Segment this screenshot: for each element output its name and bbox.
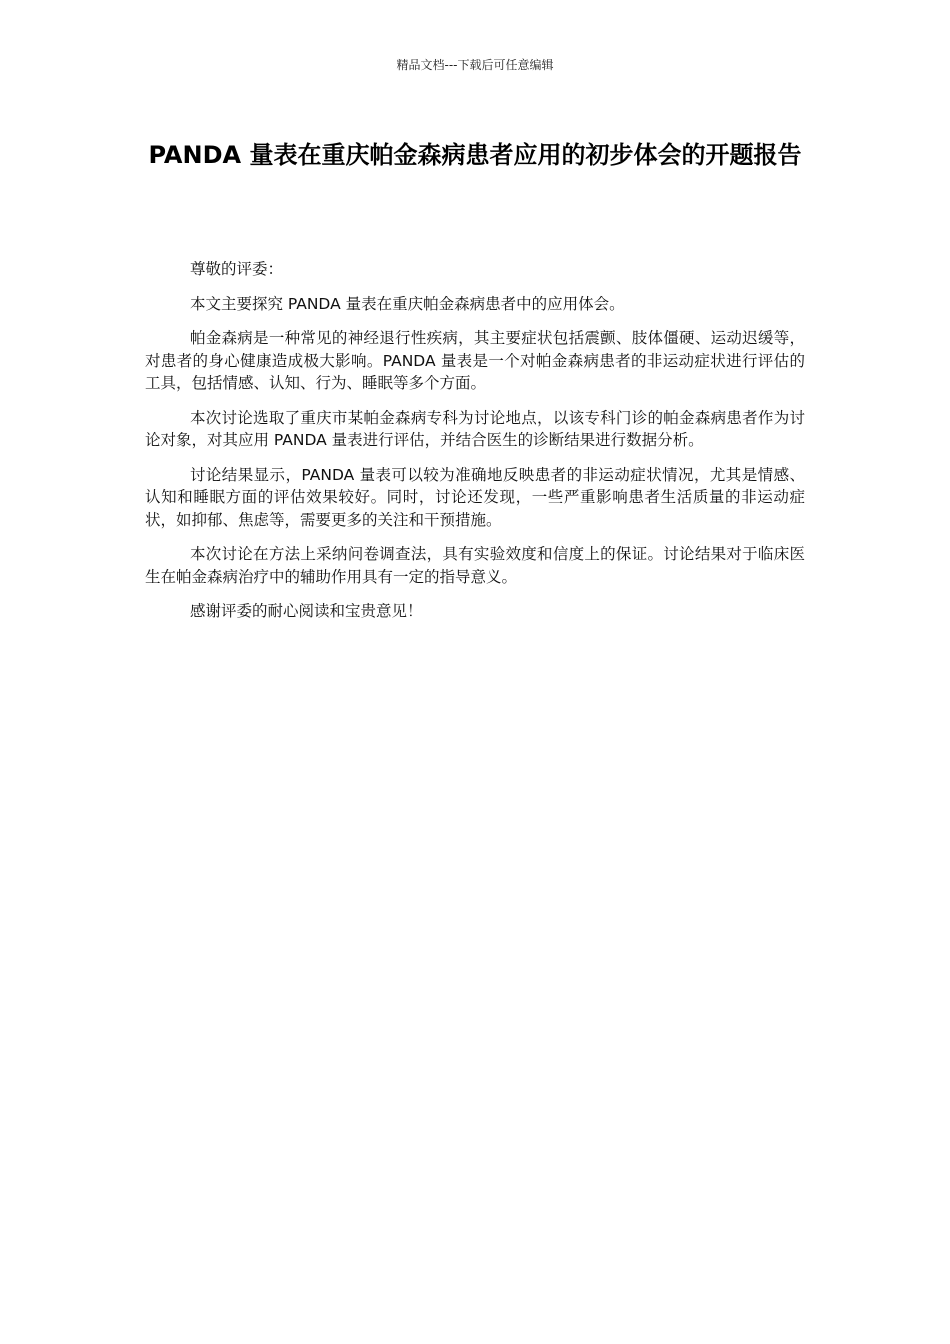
document-title: PANDA 量表在重庆帕金森病患者应用的初步体会的开题报告 <box>148 141 802 169</box>
page-header: 精品文档---下载后可任意编辑 <box>396 58 554 72</box>
paragraph-method: 本次讨论选取了重庆市某帕金森病专科为讨论地点，以该专科门诊的帕金森病患者作为讨论对象，对其应用 PANDA 量表进行评估，并结合医生的诊断结果进行数据分析。 <box>145 408 805 449</box>
paragraph-significance: 本次讨论在方法上采纳问卷调查法，具有实验效度和信度上的保证。讨论结果对于临床医生在帕金森病治疗中的辅助作用具有一定的指导意义。 <box>145 545 805 586</box>
document-body <box>145 258 805 635</box>
salutation: 尊敬的评委： <box>189 260 283 278</box>
paragraph-purpose: 本文主要探究 PANDA 量表在重庆帕金森病患者中的应用体会。 <box>189 294 625 313</box>
paragraph-results: 讨论结果显示，PANDA 量表可以较为准确地反映患者的非运动症状情况，尤其是情感、认知和睡眠方面的评估效果较好。同时，讨论还发现，一些严重影响患者生活质量的非运动症状，如抑郁、焦虑等，需要更多的关注和干预措施。 <box>145 465 805 529</box>
paragraph-background: 帕金森病是一种常见的神经退行性疾病，其主要症状包括震颤、肢体僵硬、运动迟缓等，对患者的身心健康造成极大影响。PANDA 量表是一个对帕金森病患者的非运动症状进行评估的工具，包括情感、认知、行为、睡眠等多个方面。 <box>145 329 805 392</box>
closing-thanks: 感谢评委的耐心阅读和宝贵意见！ <box>189 602 423 620</box>
